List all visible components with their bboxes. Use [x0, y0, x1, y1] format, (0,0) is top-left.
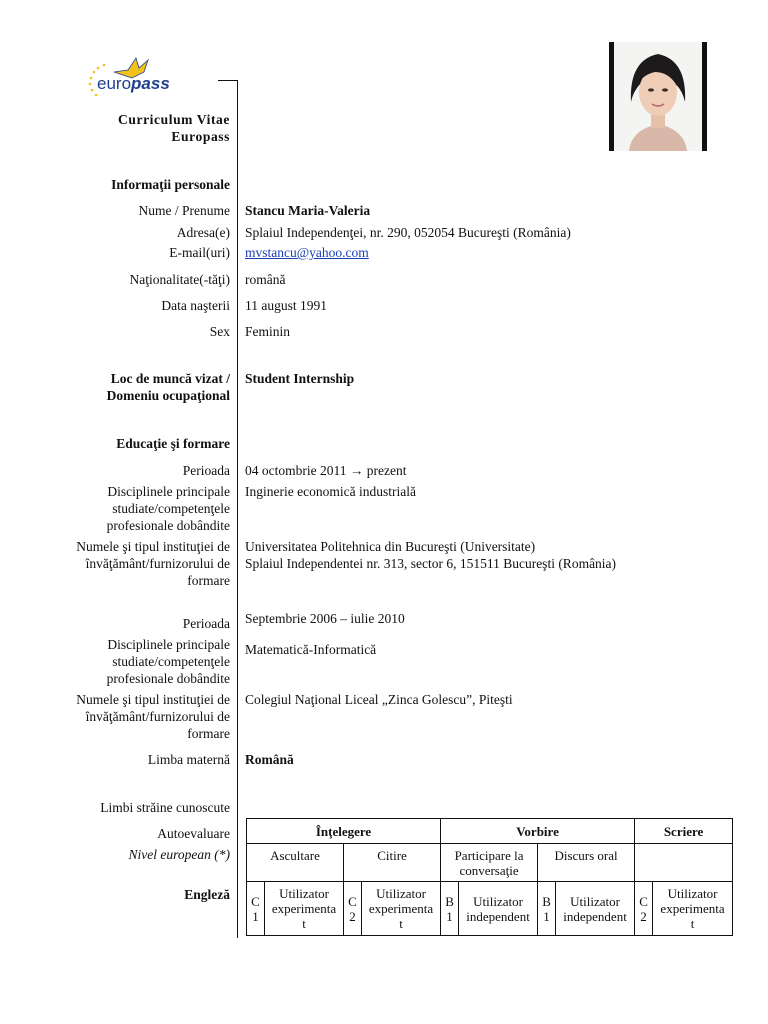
- institution-value: Universitatea Politehnica din Bucureşti (Universitate) Splaiul Independentei nr. 313, sector 6, 151511 Bucureşti (România): [245, 539, 617, 571]
- period-value: 04 octombrie 2011 → prezent: [245, 463, 407, 478]
- section-personal-info: Informaţii personale: [111, 177, 230, 192]
- table-row: [247, 882, 733, 936]
- sex-value: Feminin: [245, 324, 291, 339]
- institution-label: Numele şi tipul instituţiei de învăţământ/furnizorului de formare: [76, 692, 230, 741]
- name-value: Stancu Maria-Valeria: [245, 203, 371, 218]
- level-text: Utilizator experimenta t: [265, 882, 344, 936]
- period-label: Perioada: [182, 616, 230, 631]
- period-value: Septembrie 2006 – iulie 2010: [245, 611, 405, 626]
- email-label: E-mail(uri): [169, 245, 230, 260]
- disciplines-value: Inginerie economică industrială: [245, 484, 416, 499]
- subheader-interaction: Participare la conversaţie: [441, 844, 538, 882]
- logo-text-euro: euro: [97, 74, 132, 93]
- language-name: Engleză: [184, 887, 230, 902]
- address-value: Splaiul Independenţei, nr. 290, 052054 Bucureşti (România): [245, 225, 571, 240]
- cv-title: Curriculum Vitae Europass: [118, 112, 230, 144]
- level-code: C 1: [247, 882, 265, 936]
- logo-text-pass: pass: [131, 74, 170, 93]
- institution-label: Numele şi tipul instituţiei de învăţământ/furnizorului de formare: [76, 539, 230, 588]
- disciplines-label: Disciplinele principale studiate/competenţele profesionale dobândite: [106, 484, 230, 533]
- birth-label: Data naşterii: [161, 298, 230, 313]
- europass-logo: [84, 50, 184, 100]
- self-evaluation-label: Autoevaluare: [157, 826, 230, 841]
- level-text: Utilizator experimenta t: [362, 882, 441, 936]
- level-code: C 2: [344, 882, 362, 936]
- subheader-listening: Ascultare: [247, 844, 344, 882]
- level-text: Utilizator experimenta t: [653, 882, 733, 936]
- job-label: Loc de muncă vizat / Domeniu ocupaţional: [106, 371, 230, 403]
- subheader-reading: Citire: [344, 844, 441, 882]
- section-education: Educaţie şi formare: [116, 436, 230, 451]
- column-divider: [237, 80, 238, 938]
- institution-value: Colegiul Naţional Liceal „Zinca Golescu”, Piteşti: [245, 692, 513, 707]
- level-text: Utilizator independent: [556, 882, 635, 936]
- nationality-label: Naţionalitate(-tăţi): [129, 272, 230, 287]
- email-link[interactable]: mvstancu@yahoo.com: [245, 245, 369, 260]
- address-label: Adresa(e): [176, 225, 230, 240]
- level-code: B 1: [441, 882, 459, 936]
- header-speaking: Vorbire: [441, 819, 635, 844]
- name-label: Nume / Prenume: [138, 203, 230, 218]
- nationality-value: română: [245, 272, 286, 287]
- european-level-label: Nivel european (*): [128, 847, 230, 862]
- mother-tongue-value: Română: [245, 752, 294, 767]
- sex-label: Sex: [209, 324, 230, 339]
- level-text: Utilizator independent: [459, 882, 538, 936]
- profile-photo: [609, 42, 707, 151]
- period-label: Perioada: [182, 463, 230, 478]
- job-value: Student Internship: [245, 371, 355, 386]
- subheader-writing-empty: [635, 844, 733, 882]
- disciplines-value: Matematică-Informatică: [245, 642, 377, 657]
- mother-tongue-label: Limba maternă: [147, 752, 230, 767]
- language-table: [246, 818, 733, 936]
- level-code: B 1: [538, 882, 556, 936]
- subheader-production: Discurs oral: [538, 844, 635, 882]
- birth-value: 11 august 1991: [245, 298, 327, 313]
- header-understanding: Înţelegere: [247, 819, 441, 844]
- level-code: C 2: [635, 882, 653, 936]
- foreign-languages-label: Limbi străine cunoscute: [100, 800, 230, 815]
- header-writing: Scriere: [635, 819, 733, 844]
- disciplines-label: Disciplinele principale studiate/competenţele profesionale dobândite: [106, 637, 230, 686]
- header-tick: [218, 80, 238, 81]
